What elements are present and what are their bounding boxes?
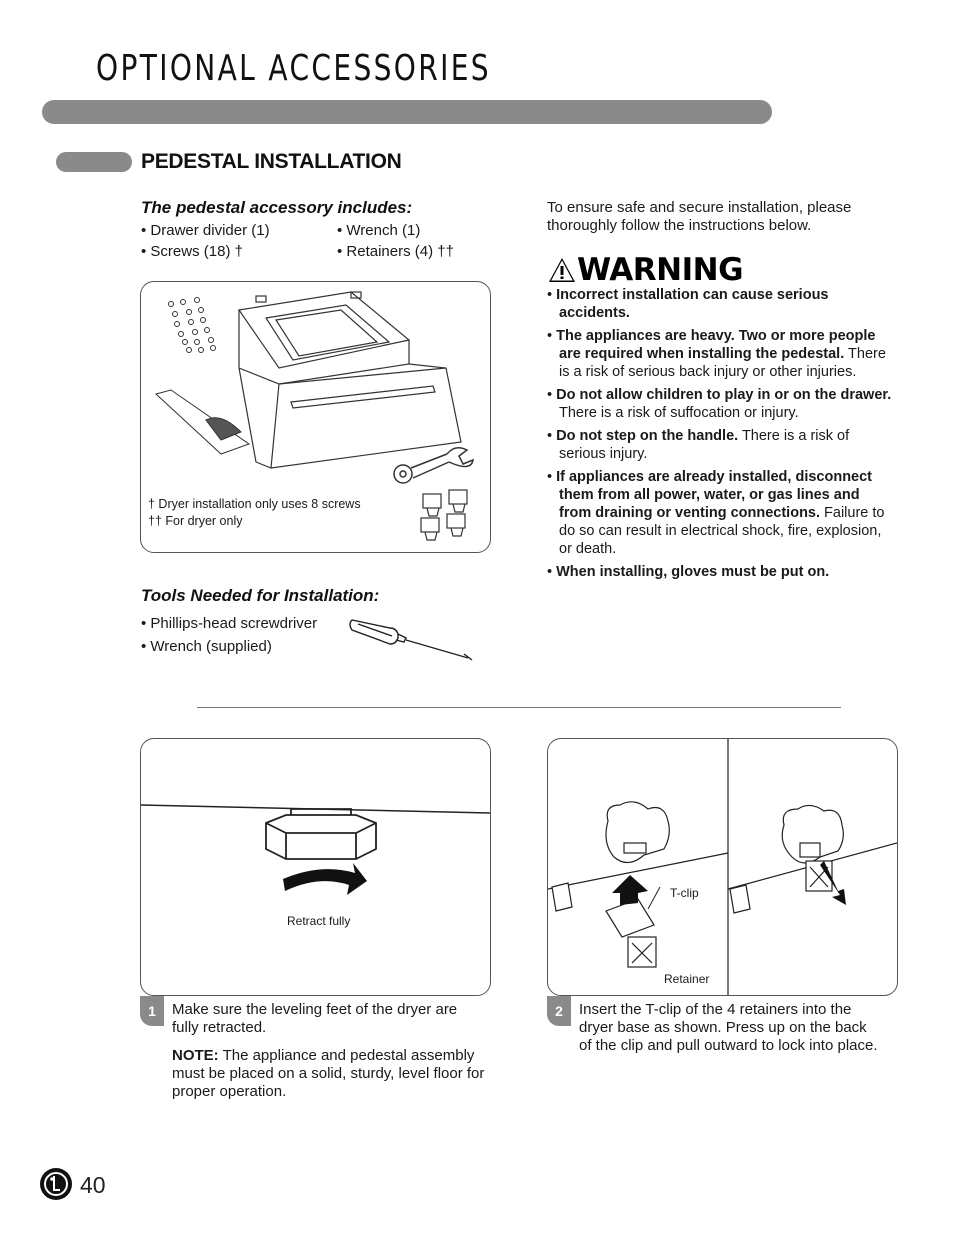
step-number-2: 2	[547, 996, 571, 1026]
include-item-screws: • Screws (18) †	[141, 243, 243, 260]
screws-icon	[169, 298, 216, 353]
warning-item-bold: When installing, gloves must be put on.	[556, 564, 830, 580]
step-number-1: 1	[140, 996, 164, 1026]
footnote-retainers: †† For dryer only	[148, 514, 243, 528]
tool-item-wrench: • Wrench (supplied)	[141, 638, 272, 655]
caption-retract-fully: Retract fully	[287, 914, 351, 928]
section-title: PEDESTAL INSTALLATION	[141, 150, 402, 173]
include-item-drawer-divider: • Drawer divider (1)	[141, 222, 270, 239]
rotate-arrow-icon	[283, 863, 367, 895]
step2-text: Insert the T-clip of the 4 retainers into the dryer base as shown. Press up on the back of the clip and pull outward to lock into place.	[579, 1001, 878, 1054]
tools-heading: Tools Needed for Installation:	[141, 586, 380, 605]
warning-list	[547, 286, 892, 586]
warning-item-text: Failure to do so can result in electrical shock, fire, explosion, or death.	[559, 505, 885, 557]
warning-item: • Do not allow children to play in or on the drawer. There is a risk of suffocation or injury.	[547, 387, 892, 421]
warning-item: • Incorrect installation can cause serious accidents.	[547, 287, 829, 321]
step1-text: Make sure the leveling feet of the dryer are fully retracted.	[172, 1001, 458, 1036]
note-text: The appliance and pedestal assembly must be placed on a solid, sturdy, level floor for proper operation.	[172, 1047, 485, 1100]
warning-item-text: There is a risk of serious injury.	[559, 428, 850, 462]
up-arrow-icon	[612, 875, 648, 905]
warning-item: • When installing, gloves must be put on.	[547, 564, 830, 580]
lg-logo-icon	[40, 1168, 72, 1200]
intro-text: To ensure safe and secure installation, please thoroughly follow the instructions below.	[547, 199, 852, 234]
section-marker	[56, 152, 132, 172]
retainers-icon	[421, 490, 467, 540]
include-item-wrench: • Wrench (1)	[337, 222, 421, 239]
label-tclip: T-clip	[670, 886, 699, 900]
step2-illustration	[547, 738, 898, 996]
warning-item: • Do not step on the handle. There is a risk of serious injury.	[547, 428, 850, 462]
leveling-foot-illustration	[141, 739, 490, 995]
step1-illustration	[140, 738, 491, 996]
warning-item-bold: If appliances are already installed, disconnect them from all power, water, or gas lines and from draining or venting connections.	[556, 469, 873, 521]
drawer-divider-icon	[156, 390, 249, 454]
wrench-icon	[394, 448, 473, 483]
warning-item: • The appliances are heavy. Two or more people are required when installing the pedestal. There is a risk of serious back injury or other injuries.	[547, 328, 886, 380]
retainer-install-illustration	[548, 739, 897, 995]
section-divider	[197, 707, 841, 708]
label-retainer: Retainer	[664, 972, 710, 986]
warning-icon	[547, 256, 577, 284]
warning-item-bold: Incorrect installation can cause serious accidents.	[556, 287, 829, 321]
warning-item-text: There is a risk of suffocation or injury.	[559, 405, 799, 421]
tool-item-screwdriver: • Phillips-head screwdriver	[141, 615, 318, 632]
warning-title: WARNING	[577, 252, 744, 288]
accessories-illustration	[140, 281, 491, 553]
page-title: OPTIONAL ACCESSORIES	[96, 48, 491, 89]
note-label: NOTE:	[172, 1047, 219, 1064]
pedestal-icon	[239, 292, 461, 468]
footnote-screws: † Dryer installation only uses 8 screws	[148, 497, 361, 511]
step1-note	[172, 1047, 492, 1101]
includes-heading: The pedestal accessory includes:	[141, 198, 413, 217]
screwdriver-icon	[346, 614, 476, 664]
warning-item-bold: The appliances are heavy. Two or more people are required when installing the pedestal.	[556, 328, 876, 362]
include-item-retainers: • Retainers (4) ††	[337, 243, 454, 260]
warning-item-text: There is a risk of serious back injury or other injuries.	[559, 346, 886, 380]
page-number: 40	[80, 1172, 106, 1198]
title-bar	[42, 100, 772, 124]
retainer-icon	[606, 899, 656, 967]
warning-item-bold: Do not allow children to play in or on the drawer.	[556, 387, 892, 403]
leveling-foot-icon	[266, 809, 376, 859]
warning-item-bold: Do not step on the handle.	[556, 428, 739, 444]
warning-item: • If appliances are already installed, disconnect them from all power, water, or gas lines and from draining or venting connections. Failure to do so can result in electrical shock, fire, explosion, or death.	[547, 469, 885, 557]
warning-heading	[547, 252, 743, 288]
